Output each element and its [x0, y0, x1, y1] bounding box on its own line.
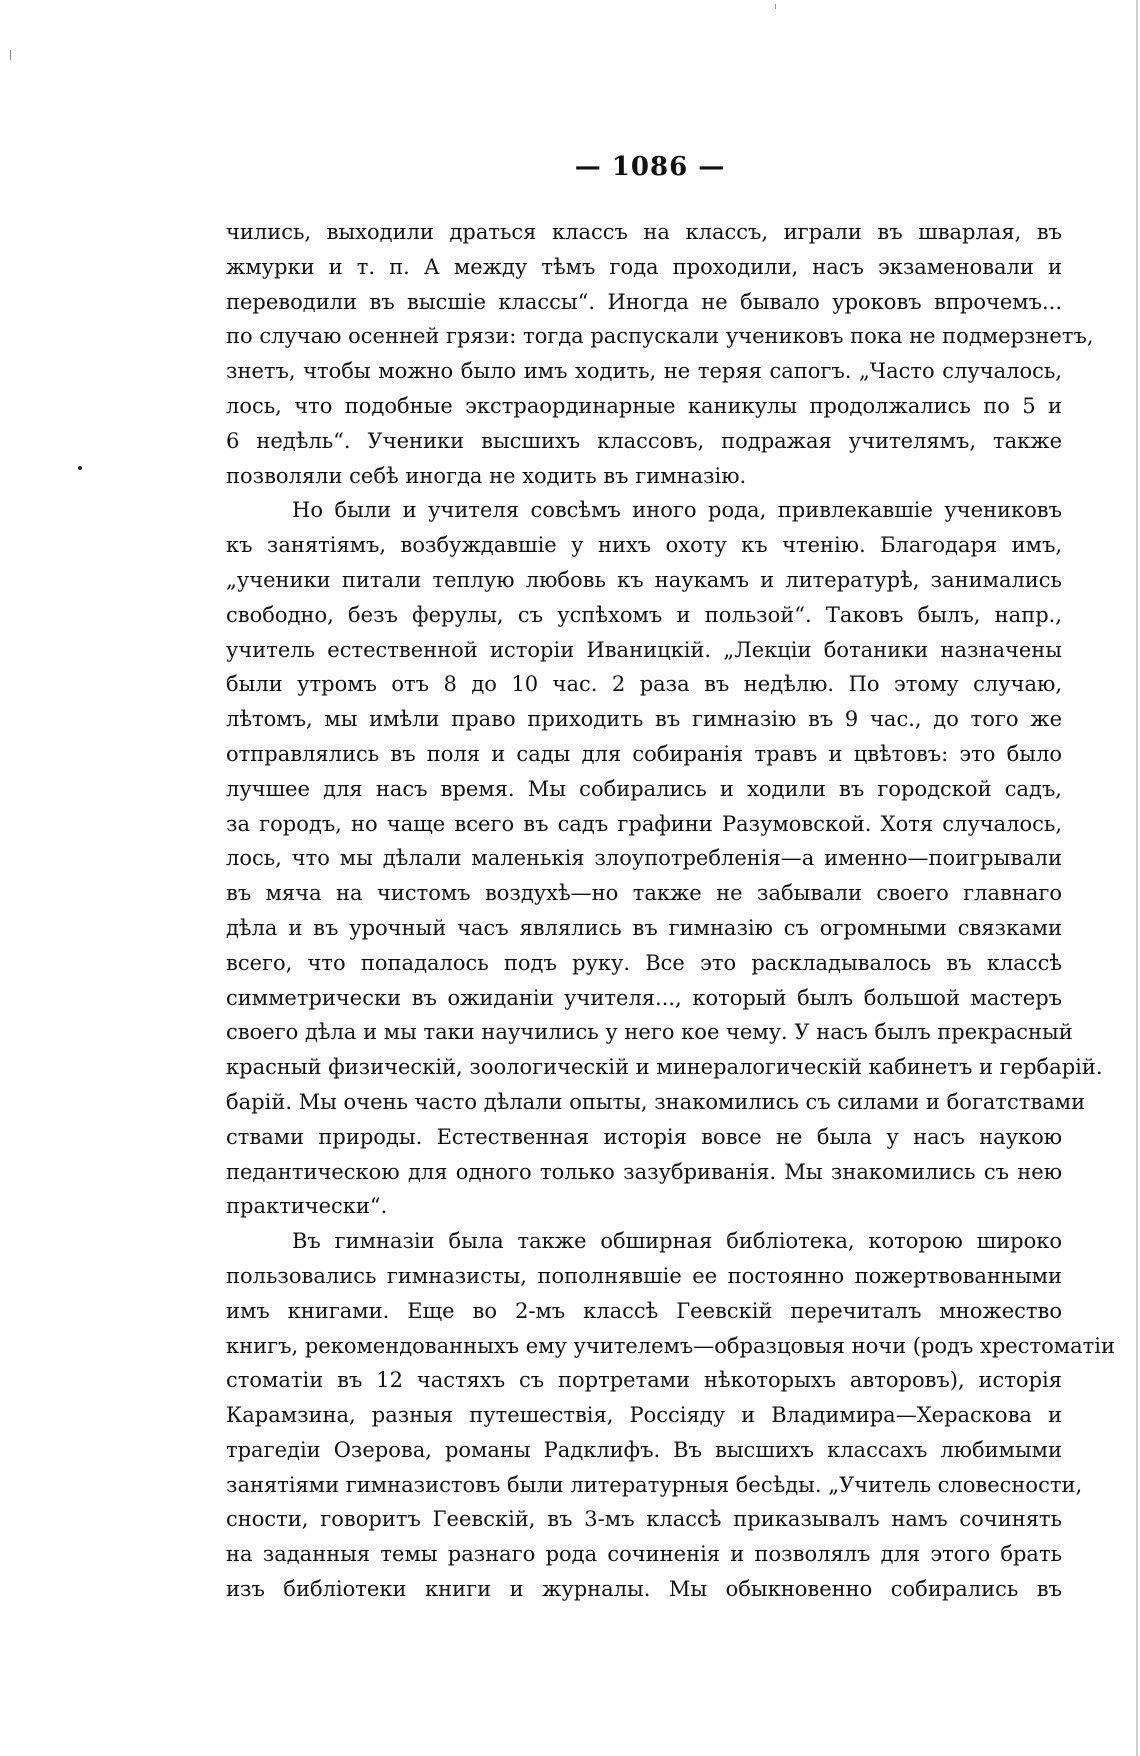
text-line: 6 недѣль“. Ученики высшихъ классовъ, подражая учителямъ, также: [226, 428, 1062, 453]
text-line: практически“.: [226, 1194, 388, 1219]
text-line: дѣла и въ урочный часъ являлись въ гимназію съ огромными связками: [226, 915, 1062, 940]
text-line: переводили въ высшіе классы“. Иногда не бывало уроковъ впрочемъ...: [226, 289, 1062, 314]
text-line: лось, что мы дѣлали маленькія злоупотребленія—а именно—поигрывали: [226, 846, 1062, 871]
text-line: изъ библіотеки книги и журналы. Мы обыкновенно собирались въ: [226, 1577, 1062, 1602]
page-edge: [1136, 0, 1138, 1756]
text-line: имъ книгами. Еще во 2-мъ классѣ Геевскій перечиталъ множество: [226, 1298, 1062, 1323]
text-line: лучшее для насъ время. Мы собирались и ходили въ городской садъ,: [226, 776, 1062, 801]
text-line: барій. Мы очень часто дѣлали опыты, знакомились съ силами и богатствами: [226, 1089, 1086, 1114]
text-line: трагедіи Озерова, романы Радклифъ. Въ высшихъ классахъ любимыми: [226, 1437, 1062, 1462]
text-line: свободно, безъ ферулы, съ успѣхомъ и пользой“. Таковъ былъ, напр.,: [226, 602, 1062, 627]
text-line: книгъ, рекомендованныхъ ему учителемъ—образцовыя ночи (родъ хрестоматіи: [226, 1333, 1115, 1358]
text-line: стоматіи въ 12 частяхъ съ портретами нѣкоторыхъ авторовъ), исторія: [226, 1368, 1062, 1393]
text-line: учитель естественной исторіи Иваницкій. „Лекціи ботаники назначены: [226, 637, 1062, 662]
text-line: отправлялись въ поля и сады для собиранія травъ и цвѣтовъ: это было: [226, 741, 1062, 766]
body-text: [226, 215, 1115, 1607]
margin-dot: [78, 466, 82, 470]
text-line: ствами природы. Естественная исторія вовсе не была у насъ наукою: [226, 1124, 1062, 1149]
scan-mark: [10, 50, 11, 60]
text-line: по случаю осенней грязи: тогда распускали учениковъ пока не подмерзнетъ,: [226, 324, 1094, 349]
text-line: въ мяча на чистомъ воздухѣ—но также не забывали своего главнаго: [226, 881, 1062, 906]
text-line: занятіями гимназистовъ были литературныя бесѣды. „Учитель словесности,: [226, 1472, 1083, 1497]
text-line: „ученики питали теплую любовь къ наукамъ и литературѣ, занимались: [226, 567, 1062, 592]
text-line: красный физическій, зоологическій и минералогическій кабинетъ и гербарій.: [226, 1055, 1103, 1080]
text-line: были утромъ отъ 8 до 10 час. 2 раза въ недѣлю. По этому случаю,: [226, 672, 1062, 697]
text-line: къ занятіямъ, возбуждавшіе у нихъ охоту къ чтенію. Благодаря имъ,: [226, 533, 1062, 558]
text-line: всего, что попадалось подъ руку. Все это раскладывалось въ классѣ: [226, 950, 1062, 975]
text-line: знетъ, чтобы можно было имъ ходить, не теряя сапогъ. „Часто случалось,: [226, 359, 1062, 384]
text-line: жмурки и т. п. А между тѣмъ года проходили, насъ экзаменовали и: [226, 254, 1062, 279]
text-line: лѣтомъ, мы имѣли право приходить въ гимназію въ 9 час., до того же: [226, 707, 1062, 732]
text-line: за городъ, но чаще всего въ садъ графини Разумовской. Хотя случалось,: [226, 811, 1062, 836]
text-line: Въ гимназіи была также обширная библіотека, которою широко: [292, 1229, 1062, 1254]
text-line: симметрически въ ожиданіи учителя..., который былъ большой мастеръ: [226, 985, 1062, 1010]
text-line: Но были и учителя совсѣмъ иного рода, привлекавшіе учениковъ: [292, 498, 1062, 523]
text-line: чились, выходили драться классъ на классъ, играли въ шварлая, въ: [226, 220, 1062, 244]
text-line: своего дѣла и мы таки научились у него кое чему. У насъ былъ прекрасный: [226, 1020, 1073, 1045]
text-line: на заданныя темы разнаго рода сочиненія и позволялъ для этого брать: [226, 1542, 1062, 1567]
text-line: пользовались гимназисты, пополнявшіе ее постоянно пожертвованными: [226, 1263, 1062, 1288]
text-line: позволяли себѣ иногда не ходить въ гимназію.: [226, 463, 747, 488]
text-line: Карамзина, разныя путешествія, Россіяду и Владимира—Хераскова и: [226, 1403, 1062, 1428]
text-line: педантическою для одного только зазубриванія. Мы знакомились съ нею: [226, 1159, 1062, 1184]
page-number: — 1086 —: [574, 152, 726, 182]
scan-mark: [775, 4, 776, 9]
text-line: лось, что подобные экстраординарные каникулы продолжались по 5 и: [226, 393, 1062, 418]
text-line: сности, говоритъ Геевскій, въ 3-мъ классѣ приказывалъ намъ сочинять: [226, 1507, 1062, 1532]
